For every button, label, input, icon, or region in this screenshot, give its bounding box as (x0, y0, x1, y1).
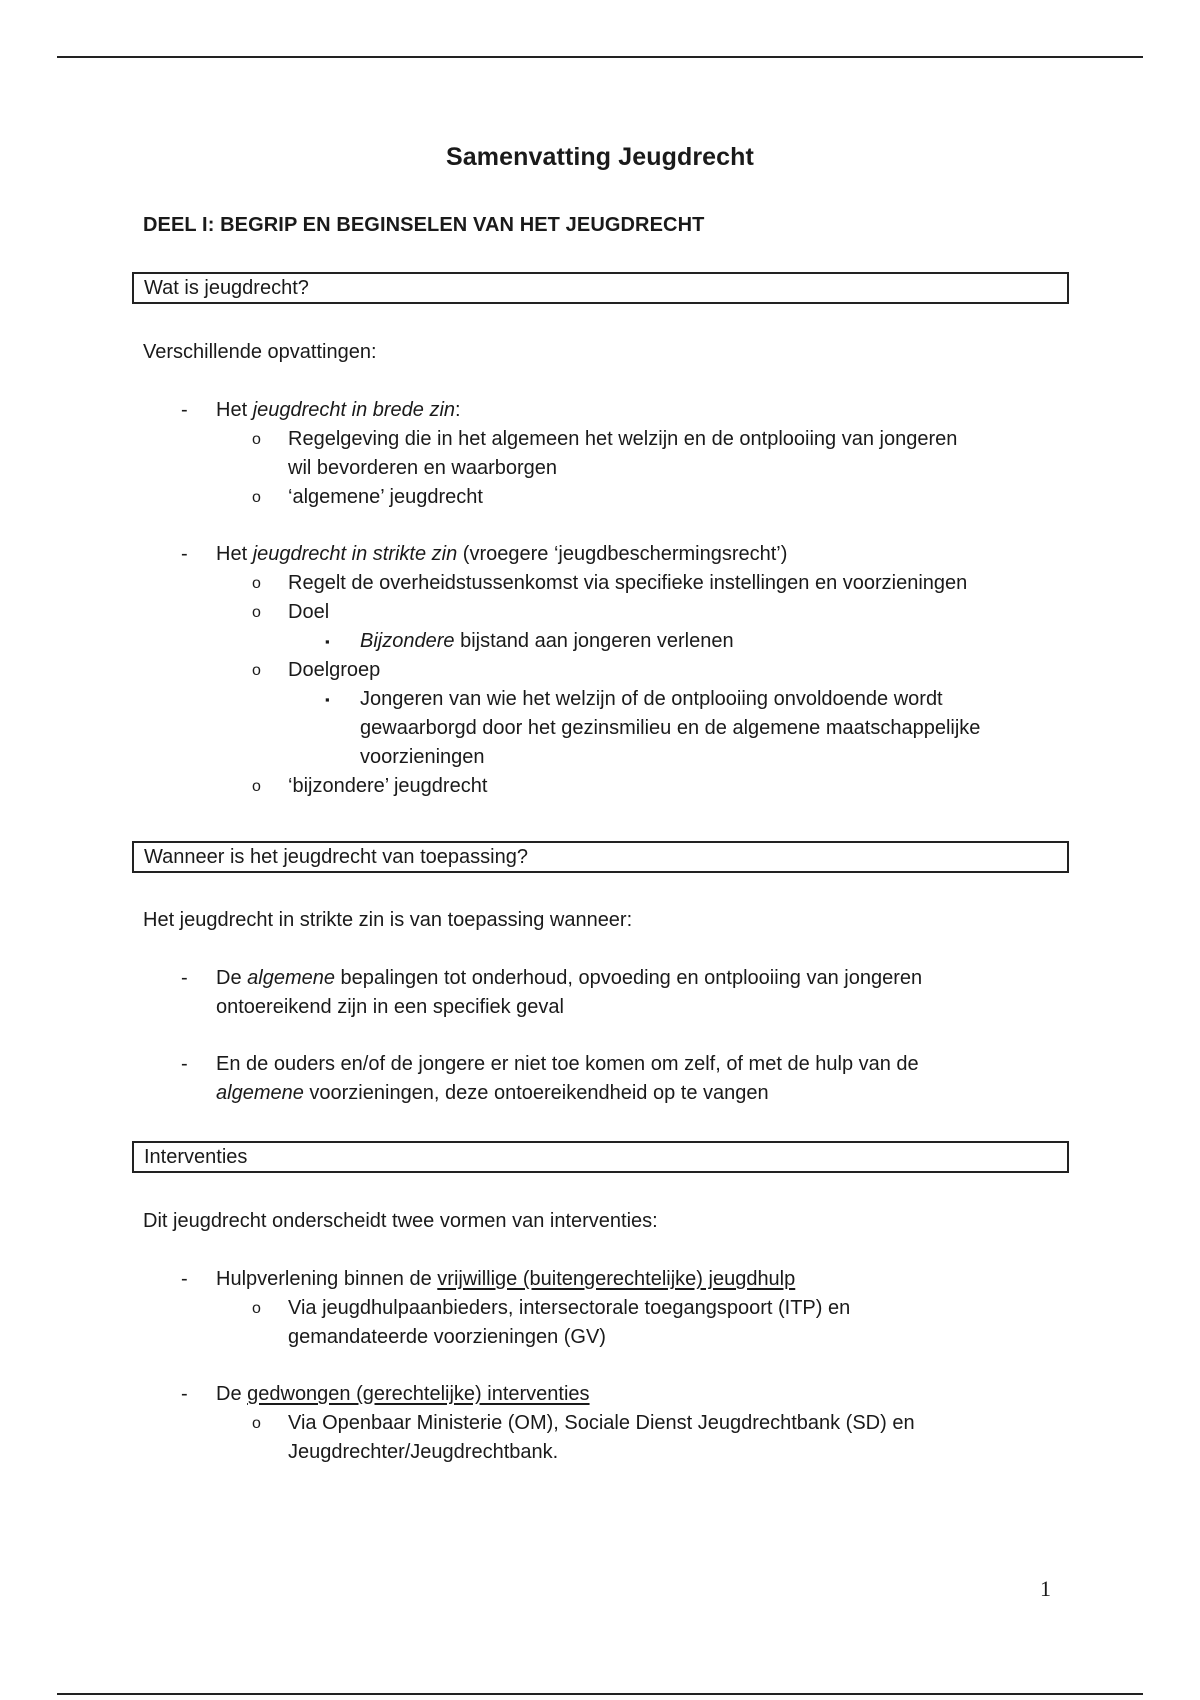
circle-bullet: o (252, 575, 261, 592)
circle-bullet: o (252, 778, 261, 795)
list-item: o Via jeugdhulpaanbieders, intersectorale toegangspoort (ITP) en (143, 1294, 1083, 1323)
section2-intro: Het jeugdrecht in strikte zin is van toepassing wanneer: (143, 909, 633, 931)
list-item-continuation: voorzieningen (360, 746, 485, 768)
list-item-continuation: algemene voorzieningen, deze ontoereikendheid op te vangen (216, 1082, 769, 1104)
page-number: 1 (1040, 1576, 1051, 1601)
dash-bullet: - (181, 967, 188, 989)
list-item-doelgroep: o Doelgroep (143, 656, 1083, 685)
list-item-strikte-zin: - Het jeugdrecht in strikte zin (vroegere ‘jeugdbeschermingsrecht’) (143, 540, 1083, 569)
circle-bullet: o (252, 662, 261, 679)
list-item-doel: o Doel (143, 598, 1083, 627)
dash-bullet: - (181, 1383, 188, 1405)
list-item-continuation: ontoereikend zijn in een specifiek geval (216, 996, 564, 1018)
circle-bullet: o (252, 1300, 261, 1317)
list-item-continuation: gewaarborgd door het gezinsmilieu en de algemene maatschappelijke (360, 717, 981, 739)
list-item: - De gedwongen (gerechtelijke) interventies (143, 1380, 1083, 1409)
section-heading-interventies: Interventies (132, 1141, 1069, 1173)
dash-bullet: - (181, 543, 188, 565)
document-title: Samenvatting Jeugdrecht (446, 143, 754, 171)
square-bullet: ▪ (325, 692, 330, 707)
dash-bullet: - (181, 1053, 188, 1075)
list-item: o Regelgeving die in het algemeen het welzijn en de ontplooiing van jongeren (143, 425, 1083, 454)
section2-list (143, 964, 1083, 1108)
list-item: o Via Openbaar Ministerie (OM), Sociale Dienst Jeugdrechtbank (SD) en (143, 1409, 1083, 1438)
list-item-continuation: gemandateerde voorzieningen (GV) (288, 1326, 606, 1348)
dash-bullet: - (181, 1268, 188, 1290)
list-item: o Regelt de overheidstussenkomst via specifieke instellingen en voorzieningen (143, 569, 1083, 598)
circle-bullet: o (252, 604, 261, 621)
section3-list (143, 1265, 1083, 1467)
circle-bullet: o (252, 431, 261, 448)
list-item: - De algemene bepalingen tot onderhoud, opvoeding en ontplooiing van jongeren (143, 964, 1083, 993)
bottom-rule (57, 1693, 1143, 1695)
list-item-continuation: Jeugdrechter/Jeugdrechtbank. (288, 1441, 559, 1463)
section3-intro: Dit jeugdrecht onderscheidt twee vormen van interventies: (143, 1210, 658, 1232)
list-item: - En de ouders en/of de jongere er niet toe komen om zelf, of met de hulp van de (143, 1050, 1083, 1079)
section-heading-toepassing: Wanneer is het jeugdrecht van toepassing? (132, 841, 1069, 873)
section1-list (143, 396, 1083, 801)
dash-bullet: - (181, 399, 188, 421)
list-item: ▪ Bijzondere bijstand aan jongeren verlenen (143, 627, 1083, 656)
list-item-continuation: wil bevorderen en waarborgen (288, 457, 558, 479)
part-heading: DEEL I: BEGRIP EN BEGINSELEN VAN HET JEUGDRECHT (143, 214, 705, 236)
top-rule (57, 56, 1143, 58)
list-item: ▪ Jongeren van wie het welzijn of de ontplooiing onvoldoende wordt (143, 685, 1083, 714)
circle-bullet: o (252, 1415, 261, 1432)
section-heading-wat-is-jeugdrecht: Wat is jeugdrecht? (132, 272, 1069, 304)
list-item: - Hulpverlening binnen de vrijwillige (buitengerechtelijke) jeugdhulp (143, 1265, 1083, 1294)
square-bullet: ▪ (325, 634, 330, 649)
list-item: o ‘algemene’ jeugdrecht (143, 483, 1083, 512)
list-item: o ‘bijzondere’ jeugdrecht (143, 772, 1083, 801)
circle-bullet: o (252, 489, 261, 506)
section1-intro: Verschillende opvattingen: (143, 341, 377, 363)
list-item-brede-zin: - Het jeugdrecht in brede zin: (143, 396, 1083, 425)
